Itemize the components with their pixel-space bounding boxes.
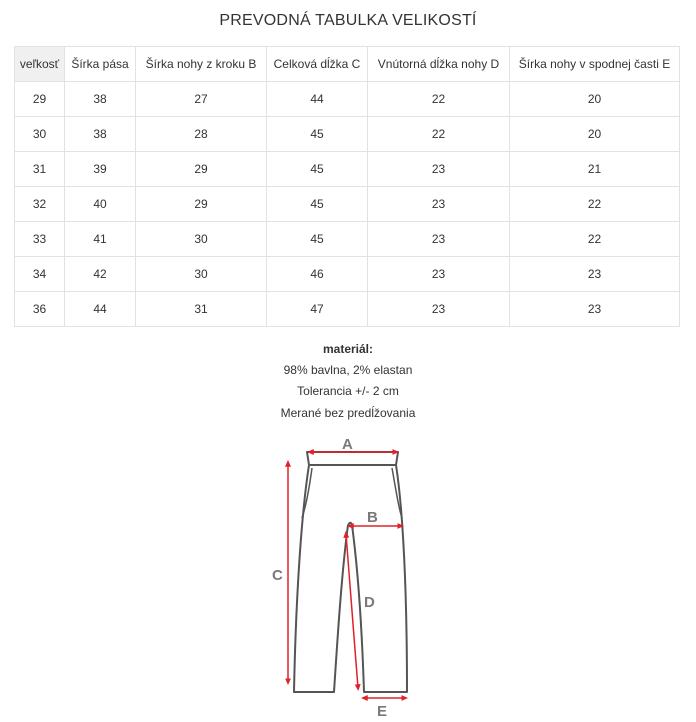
cell-waist: 38 (65, 82, 136, 117)
cell-length: 45 (267, 222, 368, 257)
cell-length: 45 (267, 152, 368, 187)
cell-hem: 22 (510, 187, 680, 222)
cell-length: 47 (267, 292, 368, 327)
material-heading: materiál: (322, 342, 374, 356)
cell-length: 45 (267, 117, 368, 152)
table-header-row (15, 47, 680, 82)
cell-hem: 23 (510, 292, 680, 327)
cell-waist: 40 (65, 187, 136, 222)
table-row (15, 222, 680, 257)
table-row (15, 152, 680, 187)
material-note: Merané bez predĺžovania (280, 406, 416, 420)
table-row (15, 187, 680, 222)
cell-hem: 22 (510, 222, 680, 257)
label-d: D (364, 594, 375, 611)
cell-inseam: 23 (368, 257, 510, 292)
table-row (15, 257, 680, 292)
table-row (15, 292, 680, 327)
cell-size: 29 (15, 82, 65, 117)
material-composition: 98% bavlna, 2% elastan (283, 363, 413, 377)
cell-size: 34 (15, 257, 65, 292)
label-e: E (377, 703, 388, 720)
cell-size: 33 (15, 222, 65, 257)
table-row (15, 117, 680, 152)
material-tolerance: Tolerancia +/- 2 cm (297, 384, 399, 398)
column-header-waist: Šírka pása (65, 47, 136, 82)
cell-inseam: 23 (368, 187, 510, 222)
label-c: C (272, 567, 283, 584)
cell-length: 45 (267, 187, 368, 222)
label-a: A (342, 436, 353, 453)
cell-thigh: 29 (136, 152, 267, 187)
cell-length: 46 (267, 257, 368, 292)
cell-hem: 20 (510, 117, 680, 152)
cell-thigh: 28 (136, 117, 267, 152)
column-header-hem: Šírka nohy v spodnej časti E (510, 47, 680, 82)
pants-outline (294, 452, 407, 692)
label-b: B (367, 509, 378, 526)
cell-hem: 20 (510, 82, 680, 117)
cell-size: 30 (15, 117, 65, 152)
cell-hem: 23 (510, 257, 680, 292)
cell-inseam: 22 (368, 117, 510, 152)
column-header-inseam: Vnútorná dĺžka nohy D (368, 47, 510, 82)
cell-size: 31 (15, 152, 65, 187)
cell-thigh: 29 (136, 187, 267, 222)
column-header-thigh: Šírka nohy z kroku B (136, 47, 267, 82)
cell-thigh: 27 (136, 82, 267, 117)
page-title: PREVODNÁ TABULKA VELIKOSTÍ (219, 12, 477, 29)
cell-waist: 39 (65, 152, 136, 187)
cell-waist: 41 (65, 222, 136, 257)
cell-inseam: 22 (368, 82, 510, 117)
table-row (15, 82, 680, 117)
cell-thigh: 31 (136, 292, 267, 327)
cell-size: 36 (15, 292, 65, 327)
cell-inseam: 23 (368, 152, 510, 187)
cell-waist: 38 (65, 117, 136, 152)
cell-size: 32 (15, 187, 65, 222)
cell-thigh: 30 (136, 222, 267, 257)
cell-inseam: 23 (368, 222, 510, 257)
column-header-length: Celková dĺžka C (267, 47, 368, 82)
cell-thigh: 30 (136, 257, 267, 292)
cell-hem: 21 (510, 152, 680, 187)
column-header-size: veľkosť (15, 47, 65, 82)
cell-waist: 42 (65, 257, 136, 292)
cell-inseam: 23 (368, 292, 510, 327)
cell-waist: 44 (65, 292, 136, 327)
cell-length: 44 (267, 82, 368, 117)
pants-measurement-diagram (260, 430, 430, 720)
size-table (14, 46, 680, 327)
